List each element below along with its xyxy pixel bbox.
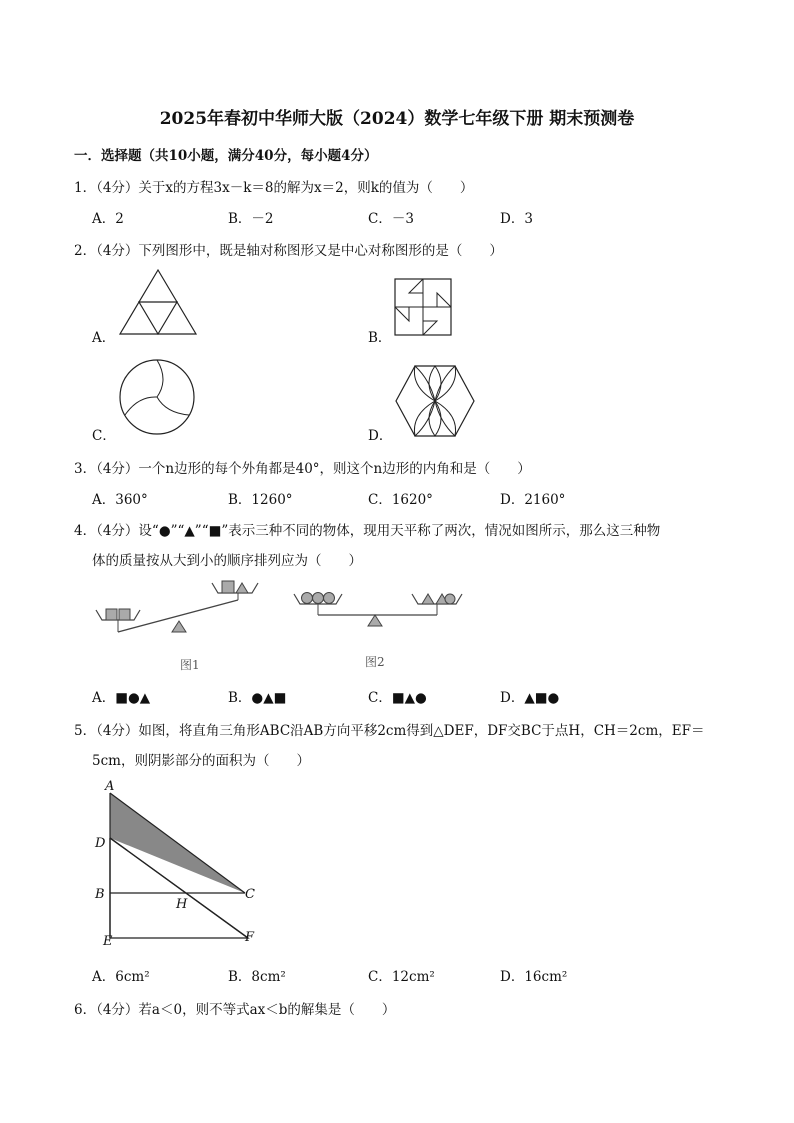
q5-option-b: B．8cm² [228, 969, 286, 985]
question-5-stem-line2: 5cm，则阴影部分的面积为（ ） [92, 753, 310, 769]
q2-triangle-figure [118, 268, 198, 336]
question-2-stem: 2．（4分）下列图形中，既是轴对称图形又是中心对称图形的是（ ） [74, 243, 503, 259]
q2-option-b: B． [368, 330, 392, 346]
q2-option-a: A． [92, 330, 116, 346]
label-f: F [245, 930, 255, 945]
label-a: A [105, 779, 115, 794]
q5-option-d: D．16cm² [500, 969, 568, 985]
triangle-translation-figure [90, 778, 270, 948]
q1-option-d: D．3 [500, 211, 533, 227]
figure-1-caption: 图1 [180, 658, 200, 672]
label-b: B [95, 887, 105, 902]
question-3-stem: 3．（4分）一个n边形的每个外角都是40°，则这个n边形的内角和是（ ） [74, 461, 531, 477]
question-6-stem: 6．（4分）若a＜0，则不等式ax＜b的解集是（ ） [74, 1002, 396, 1018]
q4-option-c: C．■▲● [368, 690, 427, 706]
question-1-stem: 1．（4分）关于x的方程3x－k＝8的解为x＝2，则k的值为（ ） [74, 180, 474, 196]
q2-hexagon-flower-figure [395, 365, 475, 437]
label-e: E [103, 934, 113, 949]
q5-option-a: A．6cm² [92, 969, 150, 985]
q3-option-c: C．1620° [368, 492, 433, 508]
question-4-stem-line1: 4．（4分）设“●”“▲”“■”表示三种不同的物体，现用天平称了两次，情况如图所示，那么这三种物 [74, 523, 661, 539]
q1-option-b: B．－2 [228, 211, 274, 227]
q3-option-a: A．360° [92, 492, 148, 508]
q3-option-d: D．2160° [500, 492, 566, 508]
q2-pinwheel-figure [394, 278, 452, 336]
balance-figure-2 [292, 590, 472, 630]
q4-option-b: B．●▲■ [228, 690, 287, 706]
label-c: C [245, 887, 255, 902]
q1-option-a: A．2 [92, 211, 124, 227]
question-4-stem-line2: 体的质量按从大到小的顺序排列应为（ ） [92, 553, 362, 569]
q3-option-b: B．1260° [228, 492, 293, 508]
page-title: 2025年春初中华师大版（2024）数学七年级下册 期末预测卷 [159, 109, 635, 129]
section-heading: 一．选择题（共10小题，满分40分，每小题4分） [74, 148, 378, 164]
q4-option-d: D．▲■● [500, 690, 560, 706]
label-d: D [95, 836, 106, 851]
q1-option-c: C．－3 [368, 211, 414, 227]
question-5-stem-line1: 5．（4分）如图，将直角三角形ABC沿AB方向平移2cm得到△DEF，DF交BC于点H，CH＝2cm，EF＝ [74, 723, 705, 739]
q4-option-a: A．■●▲ [92, 690, 151, 706]
q2-option-c: C． [92, 428, 116, 444]
figure-2-caption: 图2 [365, 655, 385, 669]
q2-option-d: D． [368, 428, 393, 444]
q5-option-c: C．12cm² [368, 969, 435, 985]
label-h: H [176, 897, 188, 912]
q2-circle-figure [118, 358, 196, 436]
balance-figure-1 [94, 576, 264, 636]
